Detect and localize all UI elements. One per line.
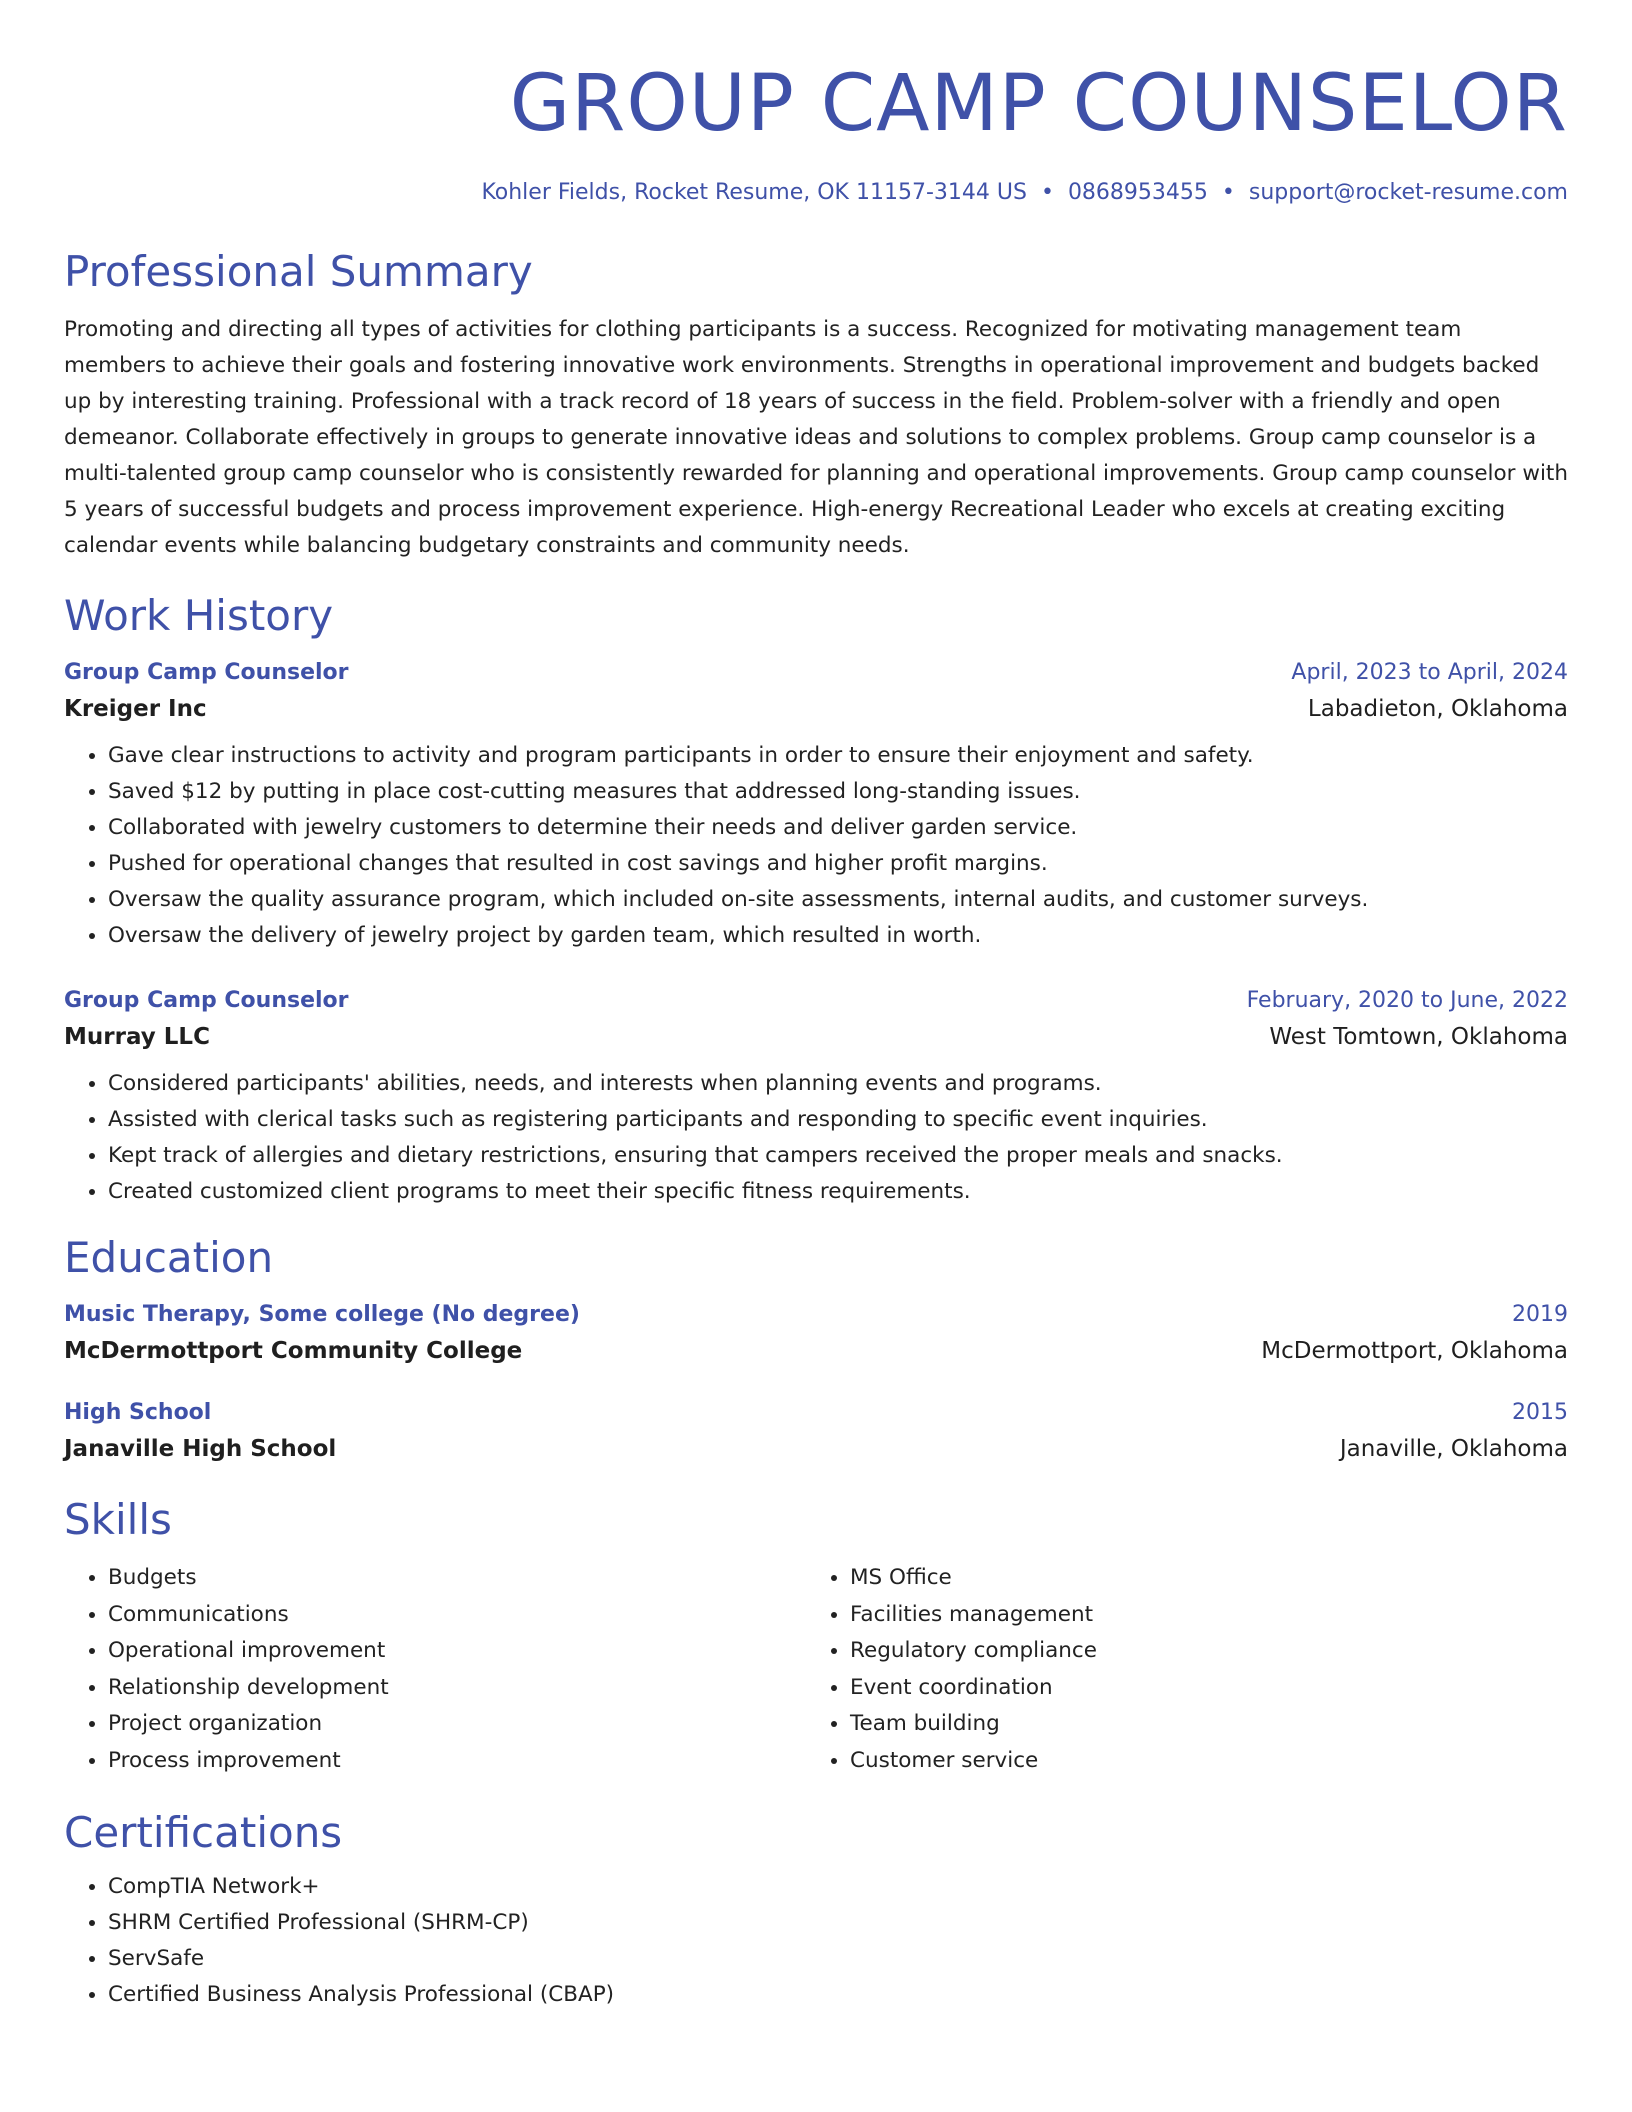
education-entry xyxy=(64,1396,1568,1468)
skill-item: • Team building xyxy=(850,1706,1548,1743)
certifications-heading: Certifications xyxy=(64,1808,343,1857)
education-location: Janaville, Oklahoma xyxy=(1339,1436,1568,1462)
skills-list-right xyxy=(806,1560,1548,1779)
job-bullet: • Collaborated with jewelry customers to determine their needs and deliver garden service. xyxy=(108,810,1568,846)
education-school: Janaville High School xyxy=(64,1436,337,1462)
summary-text: Promoting and directing all types of activities for clothing participants is a success. Recognized for motivating management team members to achieve their goals and fostering innovative work environments. Strengths in operational improvement and budgets backed up by interesting training. Professional with a track record of 18 years of success in the field. Problem-solver with a friendly and open demeanor. Collaborate effectively in groups to generate innovative ideas and solutions to complex problems. Group camp counselor is a multi-talented group camp counselor who is consistently rewarded for planning and operational improvements. Group camp counselor with 5 years of successful budgets and process improvement experience. High-energy Recreational Leader who excels at creating exciting calendar events while balancing budgetary constraints and community needs. xyxy=(64,317,1568,558)
job-title: Group Camp Counselor xyxy=(64,660,349,685)
contact-separator: • xyxy=(1221,180,1235,205)
skill-item: • Project organization xyxy=(108,1706,806,1743)
skill-item: • MS Office xyxy=(850,1560,1548,1597)
education-heading: Education xyxy=(64,1233,274,1282)
job-bullets xyxy=(64,738,1568,954)
job-bullets xyxy=(64,1066,1568,1210)
resume-name: GROUP CAMP COUNSELOR xyxy=(509,59,1568,149)
contact-line xyxy=(64,178,1568,208)
skills-list-left xyxy=(64,1560,806,1779)
job-location: West Tomtown, Oklahoma xyxy=(1269,1024,1568,1050)
job-bullet: • Pushed for operational changes that resulted in cost savings and higher profit margins. xyxy=(108,846,1568,882)
skill-item: • Operational improvement xyxy=(108,1633,806,1670)
job-entry xyxy=(64,984,1568,1210)
skill-item: • Event coordination xyxy=(850,1670,1548,1707)
job-bullet: • Kept track of allergies and dietary restrictions, ensuring that campers received the proper meals and snacks. xyxy=(108,1138,1568,1174)
education-school: McDermottport Community College xyxy=(64,1338,523,1364)
skill-item: • Process improvement xyxy=(108,1743,806,1780)
job-bullet: • Oversaw the quality assurance program, which included on-site assessments, internal audits, and customer surveys. xyxy=(108,882,1568,918)
education-degree: Music Therapy, Some college (No degree) xyxy=(64,1302,580,1327)
contact-email: support@rocket-resume.com xyxy=(1248,180,1568,205)
job-title: Group Camp Counselor xyxy=(64,988,349,1013)
certification-item: • SHRM Certified Professional (SHRM-CP) xyxy=(108,1905,1568,1941)
skill-item: • Customer service xyxy=(850,1743,1548,1780)
education-entry xyxy=(64,1298,1568,1370)
job-bullet: • Saved $12 by putting in place cost-cutting measures that addressed long-standing issues. xyxy=(108,774,1568,810)
certifications-list xyxy=(64,1869,1568,2013)
job-bullet: • Created customized client programs to meet their specific fitness requirements. xyxy=(108,1174,1568,1210)
skill-item: • Budgets xyxy=(108,1560,806,1597)
job-dates: April, 2023 to April, 2024 xyxy=(1291,660,1568,685)
education-year: 2019 xyxy=(1512,1302,1568,1327)
job-location: Labadieton, Oklahoma xyxy=(1307,696,1568,722)
education-location: McDermottport, Oklahoma xyxy=(1261,1338,1568,1364)
skills-columns xyxy=(64,1560,1568,1779)
skill-item: • Facilities management xyxy=(850,1597,1548,1634)
job-entry xyxy=(64,656,1568,954)
skill-item: • Regulatory compliance xyxy=(850,1633,1548,1670)
job-company: Murray LLC xyxy=(64,1024,210,1050)
job-bullet: • Gave clear instructions to activity and program participants in order to ensure their enjoyment and safety. xyxy=(108,738,1568,774)
job-bullet: • Considered participants' abilities, needs, and interests when planning events and programs. xyxy=(108,1066,1568,1102)
work-history-heading: Work History xyxy=(64,591,334,640)
education-degree: High School xyxy=(64,1400,212,1425)
contact-phone: 0868953455 xyxy=(1067,180,1208,205)
certification-item: • ServSafe xyxy=(108,1941,1568,1977)
job-dates: February, 2020 to June, 2022 xyxy=(1246,988,1568,1013)
skill-item: • Communications xyxy=(108,1597,806,1634)
certification-item: • Certified Business Analysis Professional (CBAP) xyxy=(108,1977,1568,2013)
job-bullet: • Oversaw the delivery of jewelry project by garden team, which resulted in worth. xyxy=(108,918,1568,954)
skills-heading: Skills xyxy=(64,1495,172,1544)
summary-heading: Professional Summary xyxy=(64,247,533,296)
contact-address: Kohler Fields, Rocket Resume, OK 11157-3144 US xyxy=(481,180,1027,205)
contact-separator: • xyxy=(1040,180,1054,205)
certification-item: • CompTIA Network+ xyxy=(108,1869,1568,1905)
job-bullet: • Assisted with clerical tasks such as registering participants and responding to specific event inquiries. xyxy=(108,1102,1568,1138)
skill-item: • Relationship development xyxy=(108,1670,806,1707)
job-company: Kreiger Inc xyxy=(64,696,207,722)
education-year: 2015 xyxy=(1512,1400,1568,1425)
